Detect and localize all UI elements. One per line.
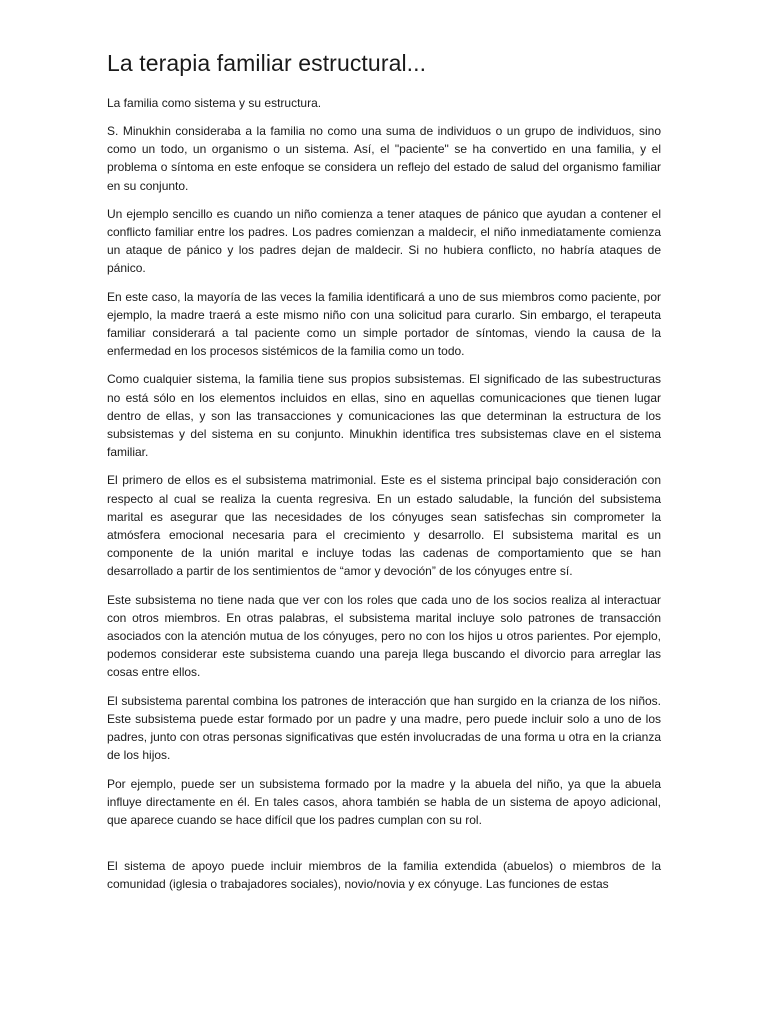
paragraph-6: Este subsistema no tiene nada que ver con los roles que cada uno de los socios realiza al interactuar con otros miembros. En otras palabras, el subsistema marital incluye solo patrones de transacción asociados con la atención mutua de los cónyuges, pero no con los hijos u otros parientes. Por ejemplo, podemos considerar este subsistema cuando una pareja llega buscando el divorcio para arreglar las cosas entre ellos. xyxy=(107,592,661,680)
paragraph-1: S. Minukhin consideraba a la familia no como una suma de individuos o un grupo de individuos, sino como un todo, un organismo o un sistema. Así, el "paciente" se ha convertido en una familia, y el problema o síntoma en este enfoque se considera un reflejo del estado de salud del organismo familiar en su conjunto. xyxy=(107,124,661,193)
paragraph-4: Como cualquier sistema, la familia tiene sus propios subsistemas. El significado de las subestructuras no está sólo en los elementos incluidos en ellas, sino en aquellas comunicaciones que tienen lugar dentro de ellas, y son las transacciones y comunicaciones las que determinan la estructura de los subsistemas y del sistema en su conjunto. Minukhin identifica tres subsistemas clave en el sistema familiar. xyxy=(107,372,661,460)
paragraph-2: Un ejemplo sencillo es cuando un niño comienza a tener ataques de pánico que ayudan a contener el conflicto familiar entre los padres. Los padres comienzan a maldecir, el niño inmediatamente comienza un ataque de pánico y los padres dejan de maldecir. Si no hubiera conflicto, no habría ataques de pánico. xyxy=(107,206,661,276)
paragraph-7: El subsistema parental combina los patrones de interacción que han surgido en la crianza de los niños. Este subsistema puede estar formado por un padre y una madre, pero puede incluir solo a uno de los padres, junto con otras personas significativas que estén involucradas de una forma u otra en la crianza de los hijos. xyxy=(107,693,661,763)
document-subtitle: La familia como sistema y su estructura. xyxy=(107,96,322,110)
paragraph-3: En este caso, la mayoría de las veces la familia identificará a uno de sus miembros como paciente, por ejemplo, la madre traerá a este mismo niño con una solicitud para curarlo. Sin embargo, el terapeuta familiar considerará a tal paciente como un simple portador de síntomas, viendo la causa de la enfermedad en los procesos sistémicos de la familia como un todo. xyxy=(107,289,661,359)
paragraph-8: Por ejemplo, puede ser un subsistema formado por la madre y la abuela del niño, ya que la abuela influye directamente en él. En tales casos, ahora también se habla de un sistema de apoyo adicional, que aparece cuando se hace difícil que los padres cumplan con su rol. xyxy=(107,776,661,827)
document-title: La terapia familiar estructural... xyxy=(107,50,427,76)
paragraph-5: El primero de ellos es el subsistema matrimonial. Este es el sistema principal bajo consideración con respecto al cual se realiza la cuenta regresiva. En un estado saludable, la función del subsistema marital es asegurar que las necesidades de los cónyuges sean satisfechas sin comprometer la atmósfera emocional necesaria para el crecimiento y desarrollo. El subsistema marital es un componente de la unión marital e incluye todas las cadenas de comportamiento que se han desarrollado a partir de los sentimientos de “amor y devoción” de los cónyuges entre sí. xyxy=(107,473,661,579)
document-page xyxy=(107,48,661,904)
paragraph-9: El sistema de apoyo puede incluir miembros de la familia extendida (abuelos) o miembros de la comunidad (iglesia o trabajadores sociales), novio/novia y ex cónyuge. Las funciones de estas xyxy=(107,859,661,892)
